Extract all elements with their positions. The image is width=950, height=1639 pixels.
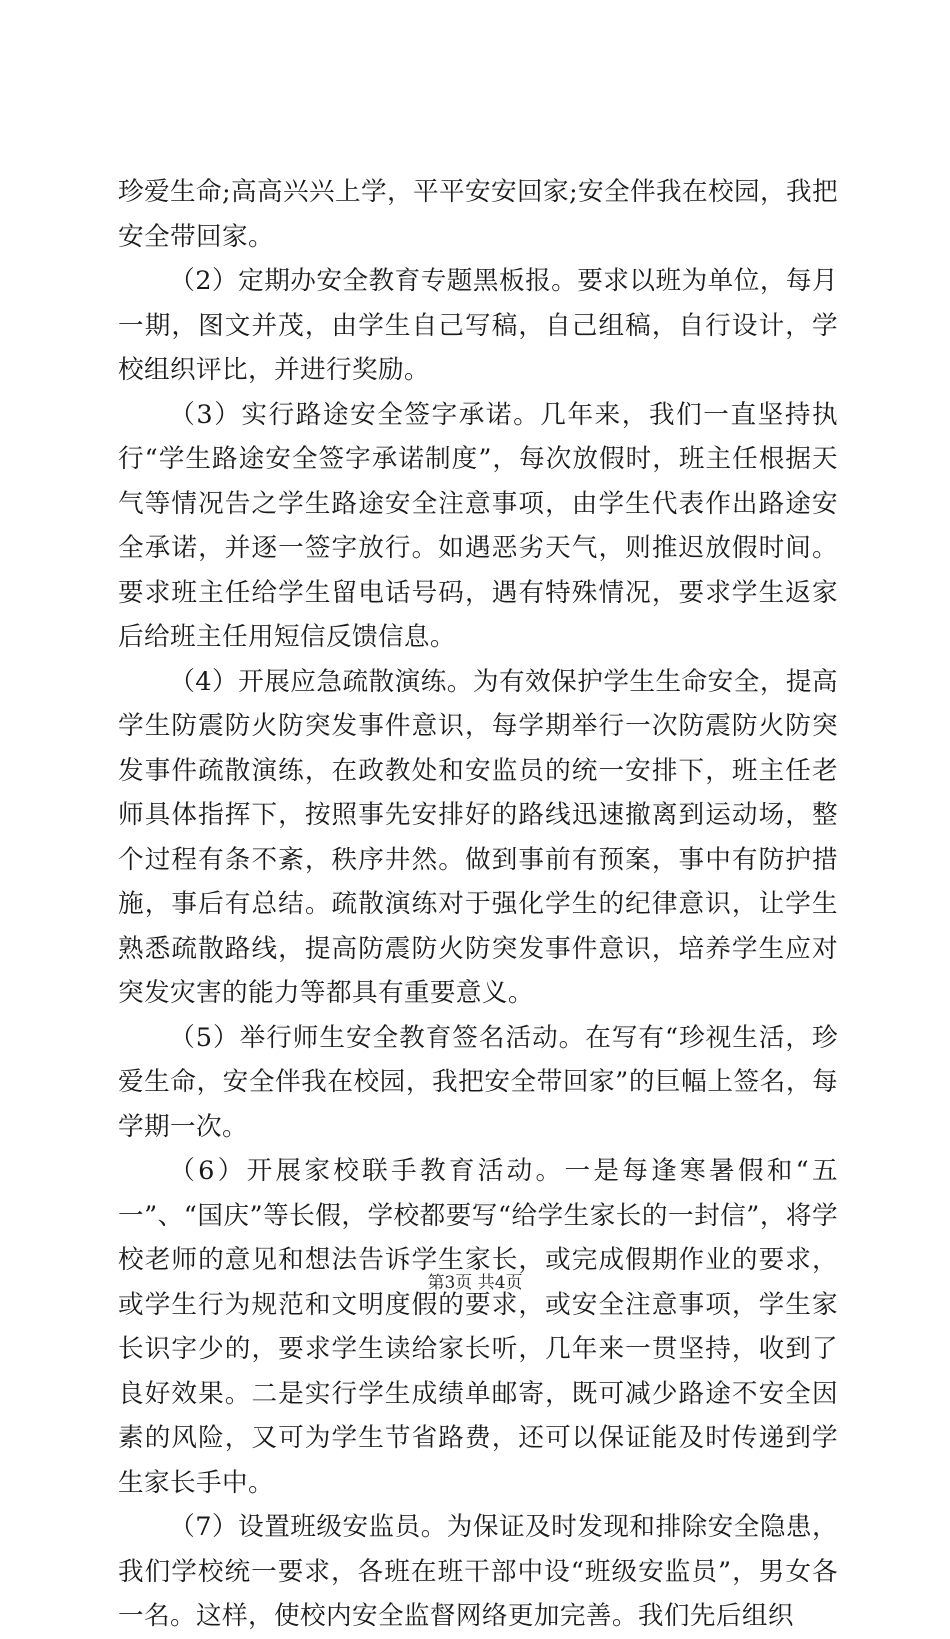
paragraph-item-2: （2）定期办安全教育专题黑板报。要求以班为单位，每月一期，图文并茂，由学生自己写稿，自己组稿，自行设计，学校组织评比，并进行奖励。 <box>118 266 838 385</box>
paragraph-item-3: （3）实行路途安全签字承诺。几年来，我们一直坚持执行“学生路途安全签字承诺制度”，每次放假时，班主任根据天气等情况告之学生路途安全注意事项，由学生代表作出路途安全承诺，并逐一签字放行。如遇恶劣天气，则推迟放假时间。要求班主任给学生留电话号码，遇有特殊情况，要求学生返家后给班主任用短信反馈信息。 <box>118 399 838 652</box>
paragraph-item-4: （4）开展应急疏散演练。为有效保护学生生命安全，提高学生防震防火防突发事件意识，每学期举行一次防震防火防突发事件疏散演练，在政教处和安监员的统一安排下，班主任老师具体指挥下，按照事先安排好的路线迅速撤离到运动场，整个过程有条不紊，秩序井然。做到事前有预案，事中有防护措施，事后有总结。疏散演练对于强化学生的纪律意识，让学生熟悉疏散路线，提高防震防火防突发事件意识，培养学生应对突发灾害的能力等都具有重要意义。 <box>118 666 838 1008</box>
paragraph-item-7: （7）设置班级安监员。为保证及时发现和排除安全隐患，我们学校统一要求，各班在班干部中设“班级安监员”，男女各一名。这样，使校内安全监督网络更加完善。我们先后组织 <box>118 1512 838 1631</box>
paragraph-item-6: （6）开展家校联手教育活动。一是每逢寒暑假和“五一”、“国庆”等长假，学校都要写“给学生家长的一封信”，将学校老师的意见和想法告诉学生家长，或完成假期作业的要求，或学生行为规范和文明度假的要求，或安全注意事项，学生家长识字少的，要求学生读给家长听，几年来一贯坚持，收到了良好效果。二是实行学生成绩单邮寄，既可减少路途不安全因素的风险，又可为学生节省路费，还可以保证能及时传递到学生家长手中。 <box>118 1156 838 1498</box>
paragraph-item-5: （5）举行师生安全教育签名活动。在写有“珍视生活，珍爱生命，安全伴我在校园，我把安全带回家”的巨幅上签名，每学期一次。 <box>118 1022 838 1142</box>
page-number-footer: 第3页 共4页 <box>427 1273 523 1293</box>
paragraph-continuation: 珍爱生命;高高兴兴上学，平平安安回家;安全伴我在校园，我把安全带回家。 <box>118 177 838 252</box>
document-body <box>118 170 838 1639</box>
